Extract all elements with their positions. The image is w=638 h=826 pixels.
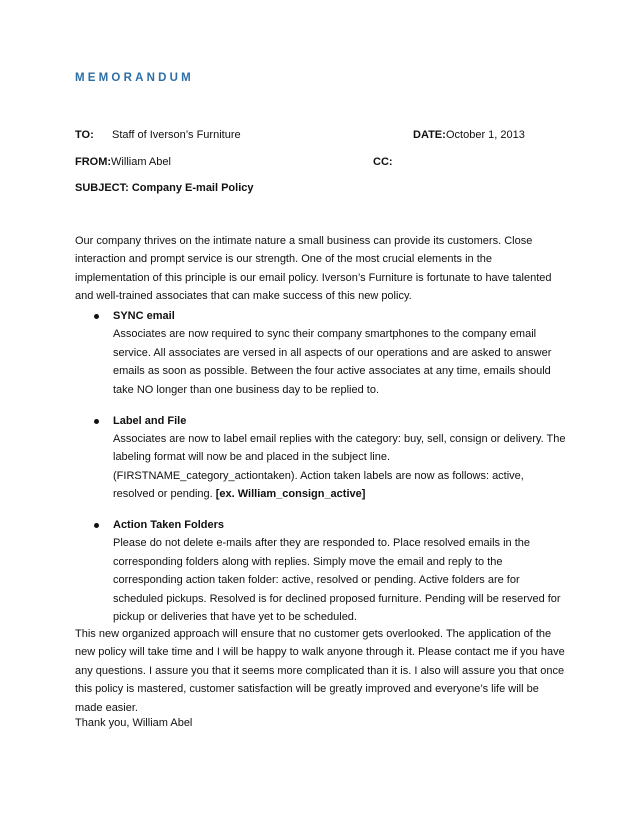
bullet-dot-icon bbox=[94, 314, 99, 319]
from-label: FROM: bbox=[75, 156, 112, 168]
memo-title: MEMORANDUM bbox=[75, 72, 194, 84]
bullet-body: Please do not delete e-mails after they are responded to. Place resolved emails in the corresponding folders along with replies. Simply move the email and reply to the corresponding action taken folder: active, resolved or pending. Active folders are for scheduled pickups. Resolved is for declined proposed furniture. Pending will be reserved for pickup or deliveries that have yet to be scheduled. bbox=[113, 537, 561, 624]
subject-line bbox=[75, 182, 254, 194]
bullet-dot-icon bbox=[94, 419, 99, 424]
signoff: Thank you, William Abel bbox=[75, 717, 193, 729]
intro-paragraph: Our company thrives on the intimate nature a small business can provide its customers. Close interaction and prompt service is our strength. One of the most crucial elements in the implementation of this principle is our email policy. Iverson’s Furniture is fortunate to have talented and well-trained associates that can make success of this new policy. bbox=[75, 235, 552, 303]
bullet-title: Action Taken Folders bbox=[113, 519, 225, 532]
bullet-sync-email bbox=[75, 307, 567, 399]
bullet-dot-icon bbox=[94, 523, 99, 528]
to-label: TO: bbox=[75, 129, 94, 141]
bullet-label-and-file bbox=[75, 412, 567, 504]
subject-label: SUBJECT: bbox=[75, 182, 129, 194]
bullet-body: Associates are now required to sync their company smartphones to the company email service. All associates are versed in all aspects of our operations and are asked to answer emails as soon as possible. Between the four active associates at any time, emails should take NO longer than one business day to be replied to. bbox=[113, 328, 552, 396]
bullet-example: [ex. William_consign_active] bbox=[215, 488, 366, 501]
bullet-title: SYNC email bbox=[113, 310, 175, 322]
to-value: Staff of Iverson’s Furniture bbox=[112, 129, 241, 141]
subject-value: Company E-mail Policy bbox=[131, 182, 254, 194]
policy-bullets bbox=[75, 307, 567, 639]
bullet-title: Label and File bbox=[113, 414, 187, 427]
bullet-body: Associates are now to label email replies with the category: buy, sell, consign or delivery. The labeling format will now be and placed in the subject line. (FIRSTNAME_category_actiontaken). Action taken labels are now as follows: active, resolved or pending. [ex. William_consign_active] bbox=[113, 432, 566, 501]
cc-label: CC: bbox=[373, 156, 393, 168]
date-value: October 1, 2013 bbox=[446, 129, 525, 141]
from-line bbox=[75, 156, 171, 168]
from-value: William Abel bbox=[111, 156, 171, 168]
date-label: DATE: bbox=[413, 129, 446, 141]
bullet-action-taken-folders bbox=[75, 516, 567, 626]
closing-paragraph: This new organized approach will ensure that no customer gets overlooked. The application of the new policy will take time and I will be happy to walk anyone through it. Please contact me if you have any questions. I assure you that it seems more complicated than it is. I also will assure you that once this policy is mastered, customer satisfaction will be greatly improved and everyone’s life will be made easier. bbox=[75, 628, 565, 714]
